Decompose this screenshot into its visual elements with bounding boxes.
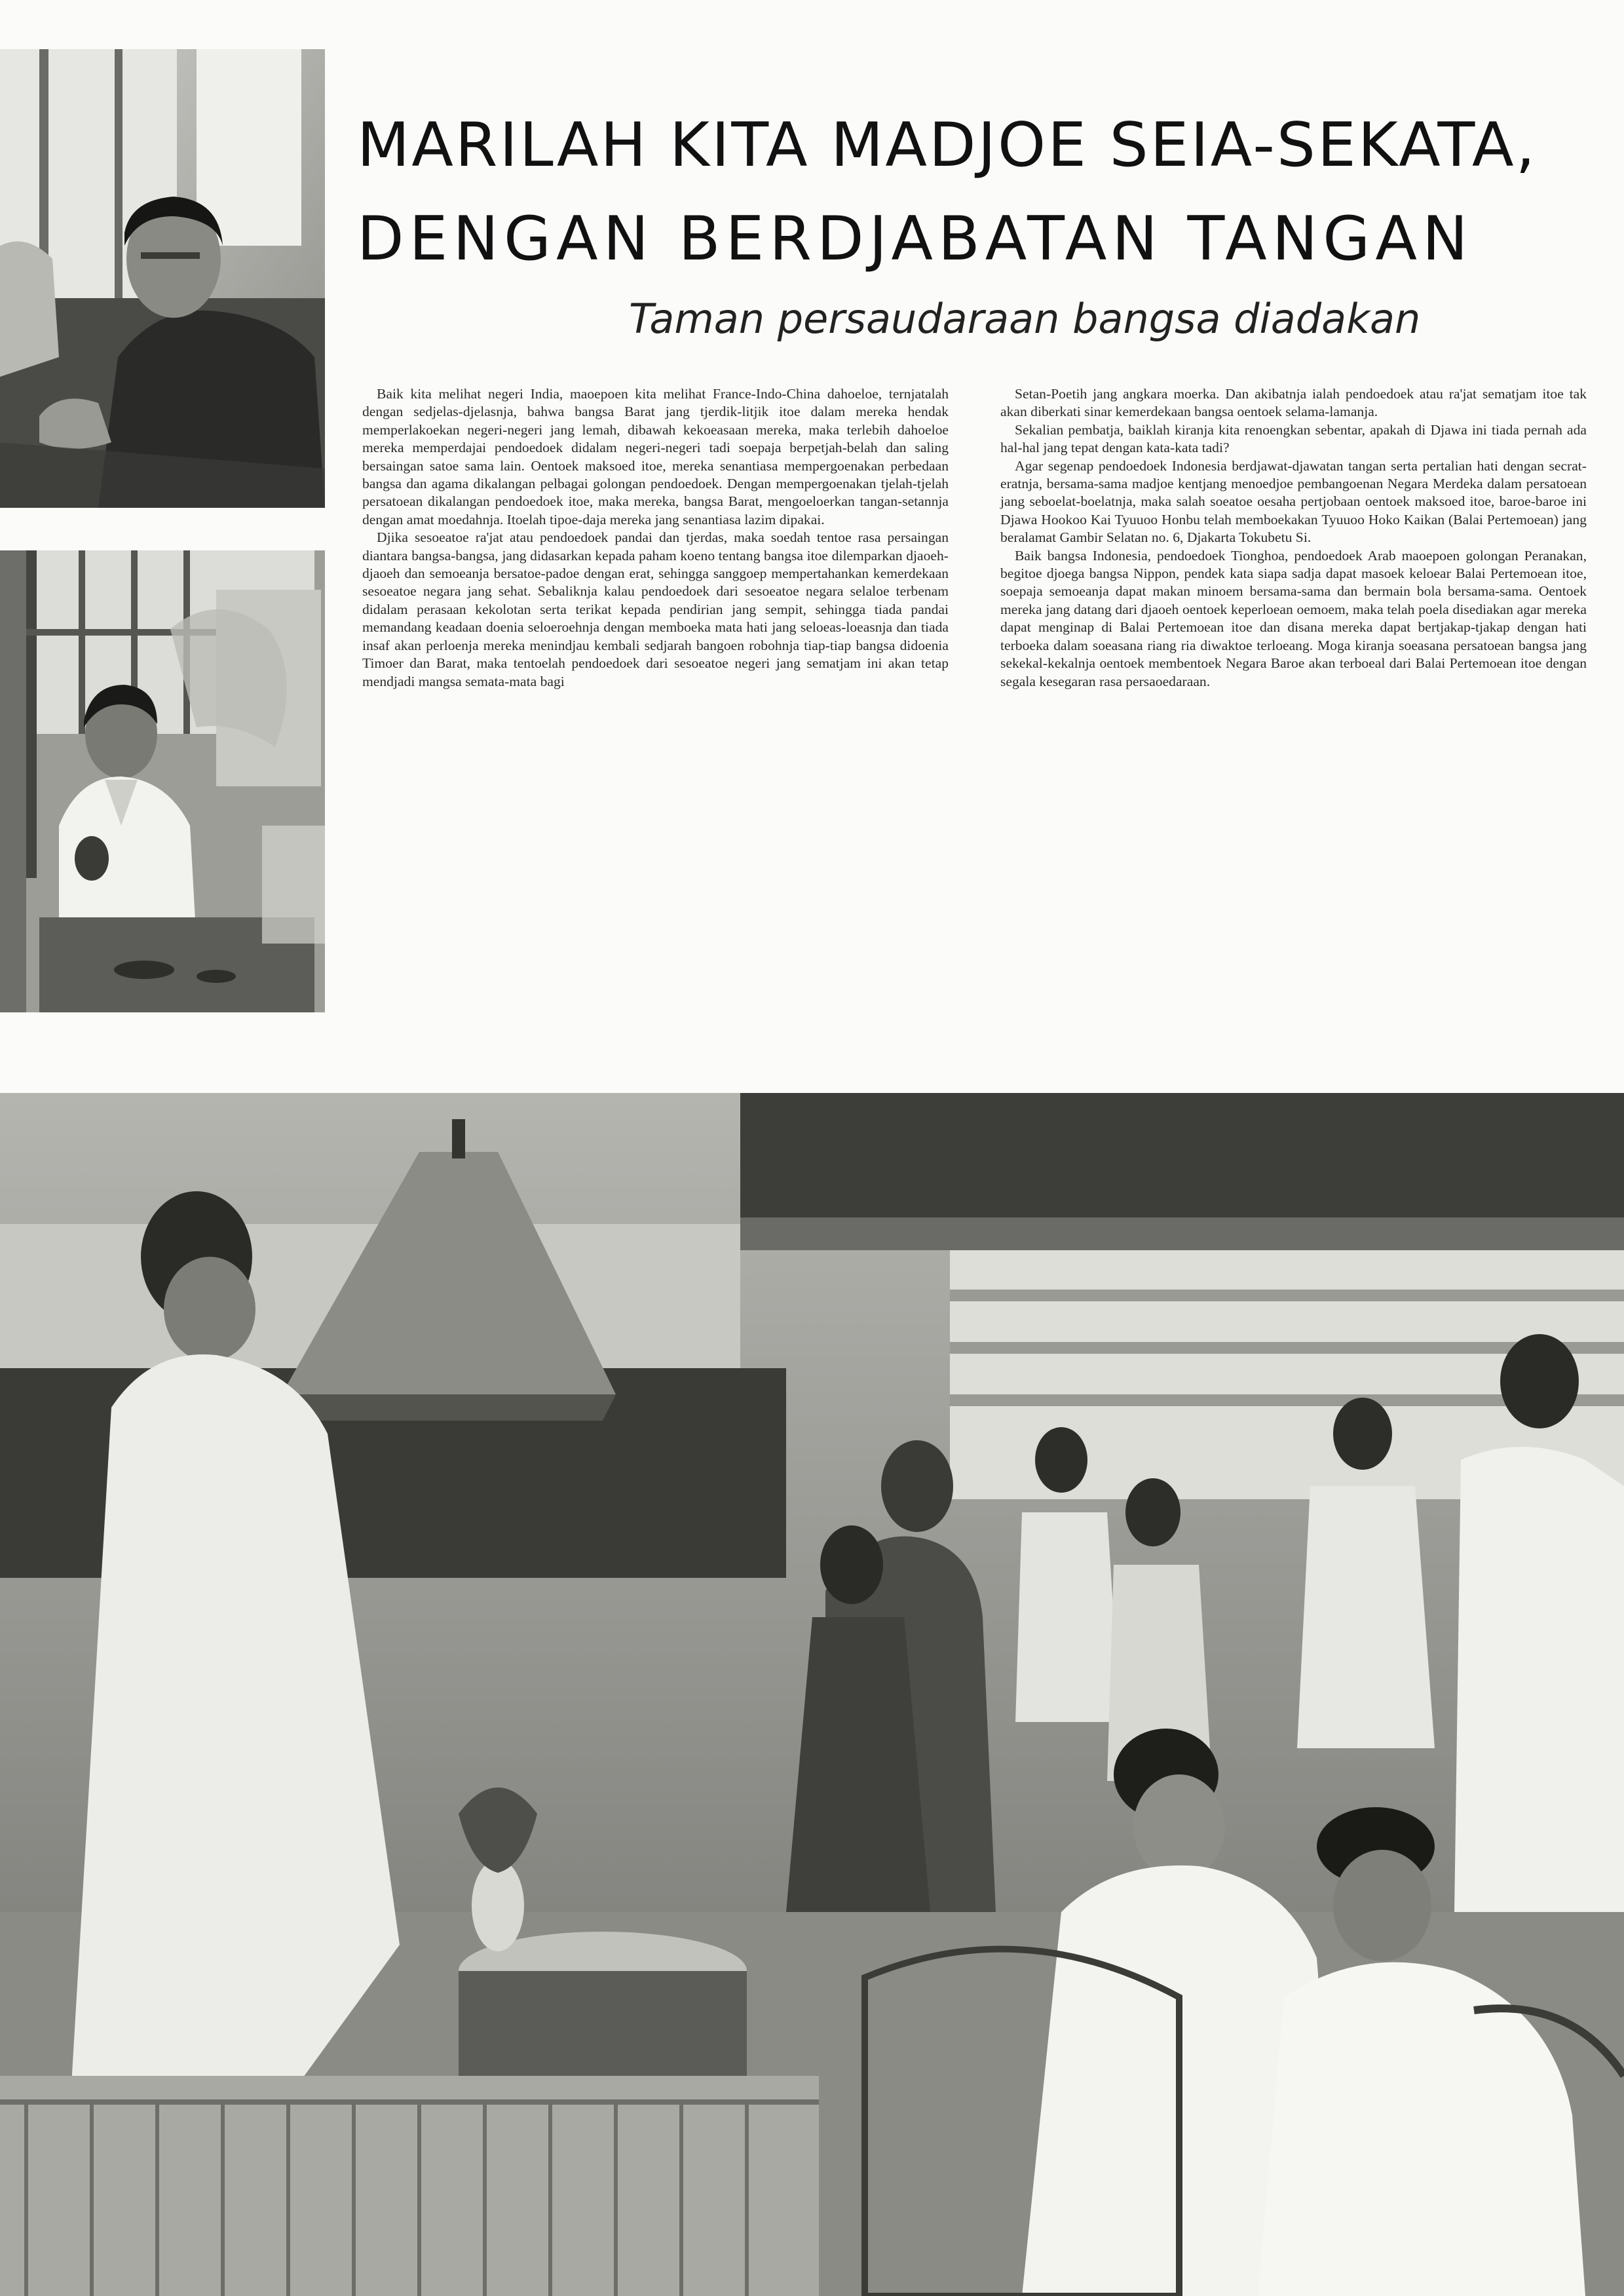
paragraph: Sekalian pembatja, baiklah kiranja kita renoengkan sebentar, apakah di Djawa ini tiada pernah ada hal-hal jang tepat dengan kata-kata tadi? [1000, 421, 1587, 456]
man-seated-by-window-photo [0, 49, 325, 508]
man-in-white-shirt-photo [0, 550, 325, 1012]
paragraph: Baik bangsa Indonesia, pendoedoek Tionghoa, pendoedoek Arab maoepoen golongan Peranakan, begitoe djoega bangsa Nippon, pendek kata siapa sadja dapat masoek keloear Balai Pertemoean itoe, soepaja semoeanja dapat makan minoem bersama-sama dan bermain bola bersama-sama. Oentoek mereka jang datang dari djaoeh oentoek keperloean oemoem, maka telah poela disediakan agar mereka dapat menginap di Balai Pertemoean itoe dan disana mereka dapat bertjakap-tjakap dengan hati terboeka dalam soeasana riang ria diwaktoe terloeang. Moga kiranja soeasana persatoean bangsa jang sekekal-kekalnja oentoek membentoek Negara Baroe akan terboeal dari Balai Pertemoean itoe dengan segala kesegaran rasa persaoedaraan. [1000, 547, 1587, 689]
article-column-right [1000, 385, 1587, 691]
headline-line-1: MARILAH KITA MADJOE SEIA-SEKATA, [357, 109, 1538, 180]
headline-line-2: DENGAN BERDJABATAN TANGAN [357, 203, 1473, 274]
article-column-left [362, 385, 949, 691]
paragraph: Djika sesoeatoe ra'jat atau pendoedoek pandai dan tjerdas, maka soedah tentoe rasa persaingan diantara bangsa-bangsa, jang didasarkan kepada paham koeno tentang bangsa itoe dilemparkan djaoeh-djaoeh dan semoeanja bersatoe-padoe dengan erat, sehingga sanggoep mempertahankan kemerdekaan sesoeatoe negara jang sehat. Sebaliknja kalau pendoedoek dari sesoeatoe negara selaloe terbenam didalam perasaan kekolotan serta terikat kepada pendirian jang sempit, sehingga tiada pandai memandang keadaan doenia seloeroehnja dengan memboeka mata hati jang seloeas-loeasnja dan tiada insaf akan perloenja mereka menindjau kembali sedjarah bangoen robohnja tiap-tiap bangsa didoenia Timoer dan Barat, maka tentoelah pendoedoek dari sesoeatoe negeri jang sematjam ini akan tetap mendjadi mangsa semata-mata bagi [362, 529, 949, 689]
paragraph: Baik kita melihat negeri India, maoepoen kita melihat France-Indo-China dahoeloe, ternjatalah dengan sedjelas-djelasnja, bahwa bangsa Barat jang tjerdik-litjik itoe dalam mereka hendak memperlakoekan negeri-negeri jang lemah, dibawah kekoeasaan mereka, maka terlebih dahoeloe mereka memperdajai pendoedoek didalam negeri-negeri tadi soepaja berpetjah-belah dan saling bersaingan satoe sama lain. Oentoek maksoed itoe, mereka senantiasa mempergoenakan perbedaan bangsa dan agama dikalangan pelbagai golongan pendoedoek. Dengan mempergoenakan tjelah-tjelah persatoean dikalangan pendoedoek itoe, maka mereka, bangsa Barat, mengoeloerkan tangan-setannja dengan amat moedahnja. Itoelah tipoe-daja mereka jang senantiasa lazim dipakai. [362, 386, 949, 527]
subheading: Taman persaudaraan bangsa diadakan [629, 295, 1421, 343]
hall-gathering-photo [0, 1093, 1624, 2296]
paragraph: Agar segenap pendoedoek Indonesia berdjawat-djawatan tangan serta pertalian hati dengan secrat-eratnja, bersama-sama madjoe kentjang menoedjoe pembangoenan Negara Merdeka dalam persatoean jang seboelat-boelatnja, maka salah soeatoe oesaha pertjobaan oentoek maksoed itoe, baroe-baroe ini Djawa Hookoo Kai Tyuuoo Honbu telah memboekakan Tyuuoo Hoko Kaikan (Balai Pertemoean) jang beralamat Gambir Selatan no. 6, Djakarta Tokubetu Si. [1000, 457, 1587, 546]
paragraph: Setan-Poetih jang angkara moerka. Dan akibatnja ialah pendoedoek atau ra'jat sematjam itoe tak akan diberkati sinar kemerdekaan bangsa oentoek selama-lamanja. [1000, 386, 1587, 420]
